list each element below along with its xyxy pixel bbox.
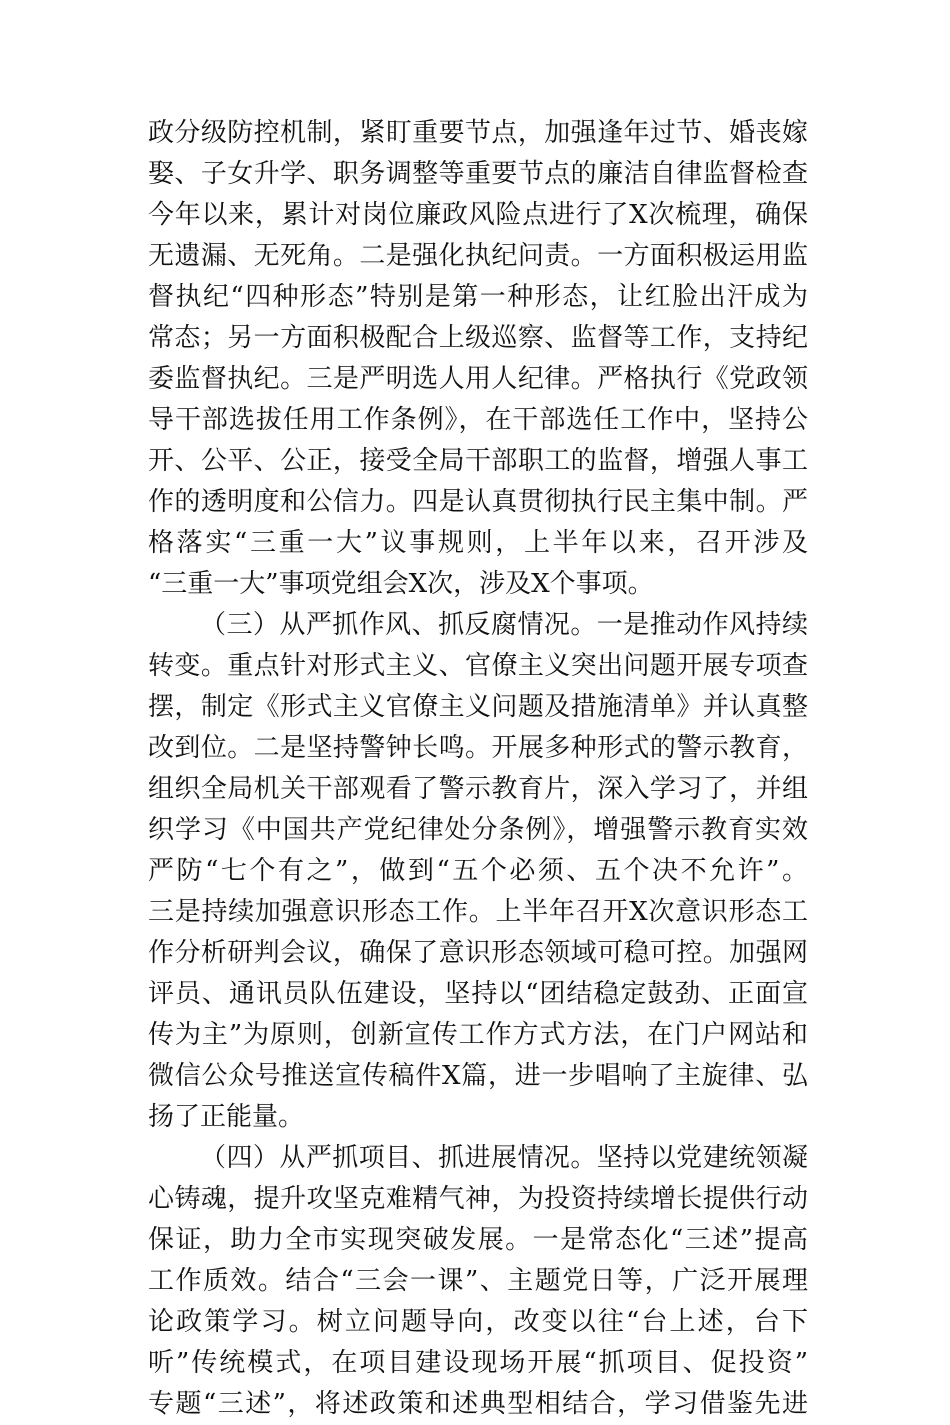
text-line: 无遗漏、无死角。二是强化执纪问责。一方面积极运用监 (148, 241, 808, 271)
section-heading-line: （四）从严抓项目、抓进展情况。坚持以党建统领凝 (200, 1143, 808, 1173)
text-line: 开、公平、公正，接受全局干部职工的监督，增强人事工 (148, 446, 808, 476)
text-line: 评员、通讯员队伍建设，坚持以“团结稳定鼓劲、正面宣 (148, 979, 808, 1009)
text-line: 组织全局机关干部观看了警示教育片，深入学习了，并组 (148, 774, 808, 804)
text-line: 工作质效。结合“三会一课”、主题党日等，广泛开展理 (148, 1266, 808, 1296)
text-line: 保证，助力全市实现突破发展。一是常态化“三述”提高 (148, 1225, 808, 1255)
text-line: 常态；另一方面积极配合上级巡察、监督等工作，支持纪 (148, 323, 808, 353)
text-line: “三重一大”事项党组会X次，涉及X个事项。 (148, 569, 654, 599)
text-line: 督执纪“四种形态”特别是第一种形态，让红脸出汗成为 (148, 282, 808, 312)
text-line: 织学习《中国共产党纪律处分条例》，增强警示教育实效 (148, 815, 808, 845)
text-line: 作分析研判会议，确保了意识形态领域可稳可控。加强网 (148, 938, 808, 968)
text-line: 专题“三述”，将述政策和述典型相结合，学习借鉴先进 (148, 1389, 808, 1419)
text-line: 今年以来，累计对岗位廉政风险点进行了X次梳理，确保 (148, 200, 808, 230)
body-text (148, 113, 808, 1425)
text-line: 转变。重点针对形式主义、官僚主义突出问题开展专项查 (148, 651, 808, 681)
text-line: 传为主”为原则，创新宣传工作方式方法，在门户网站和 (148, 1020, 808, 1050)
text-line: 委监督执纪。三是严明选人用人纪律。严格执行《党政领 (148, 364, 808, 394)
text-line: 论政策学习。树立问题导向，改变以往“台上述，台下 (148, 1307, 808, 1337)
text-line: 摆，制定《形式主义官僚主义问题及措施清单》并认真整 (148, 692, 808, 722)
text-line: 作的透明度和公信力。四是认真贯彻执行民主集中制。严 (148, 487, 808, 517)
text-line: 政分级防控机制，紧盯重要节点，加强逢年过节、婚丧嫁 (148, 118, 808, 148)
text-line: 改到位。二是坚持警钟长鸣。开展多种形式的警示教育， (148, 733, 808, 763)
text-line: 心铸魂，提升攻坚克难精气神，为投资持续增长提供行动 (148, 1184, 808, 1214)
text-line: 三是持续加强意识形态工作。上半年召开X次意识形态工 (148, 897, 808, 927)
section-heading-line: （三）从严抓作风、抓反腐情况。一是推动作风持续 (200, 610, 808, 640)
text-line: 扬了正能量。 (148, 1102, 305, 1132)
text-line: 导干部选拔任用工作条例》，在干部选任工作中，坚持公 (148, 405, 808, 435)
text-line: 微信公众号推送宣传稿件X篇，进一步唱响了主旋律、弘 (148, 1061, 808, 1091)
text-line: 听”传统模式，在项目建设现场开展“抓项目、促投资” (148, 1348, 808, 1378)
text-line: 格落实“三重一大”议事规则，上半年以来，召开涉及 (148, 528, 808, 558)
text-line: 娶、子女升学、职务调整等重要节点的廉洁自律监督检查 (148, 159, 808, 189)
text-line: 严防“七个有之”，做到“五个必须、五个决不允许”。 (148, 856, 808, 886)
